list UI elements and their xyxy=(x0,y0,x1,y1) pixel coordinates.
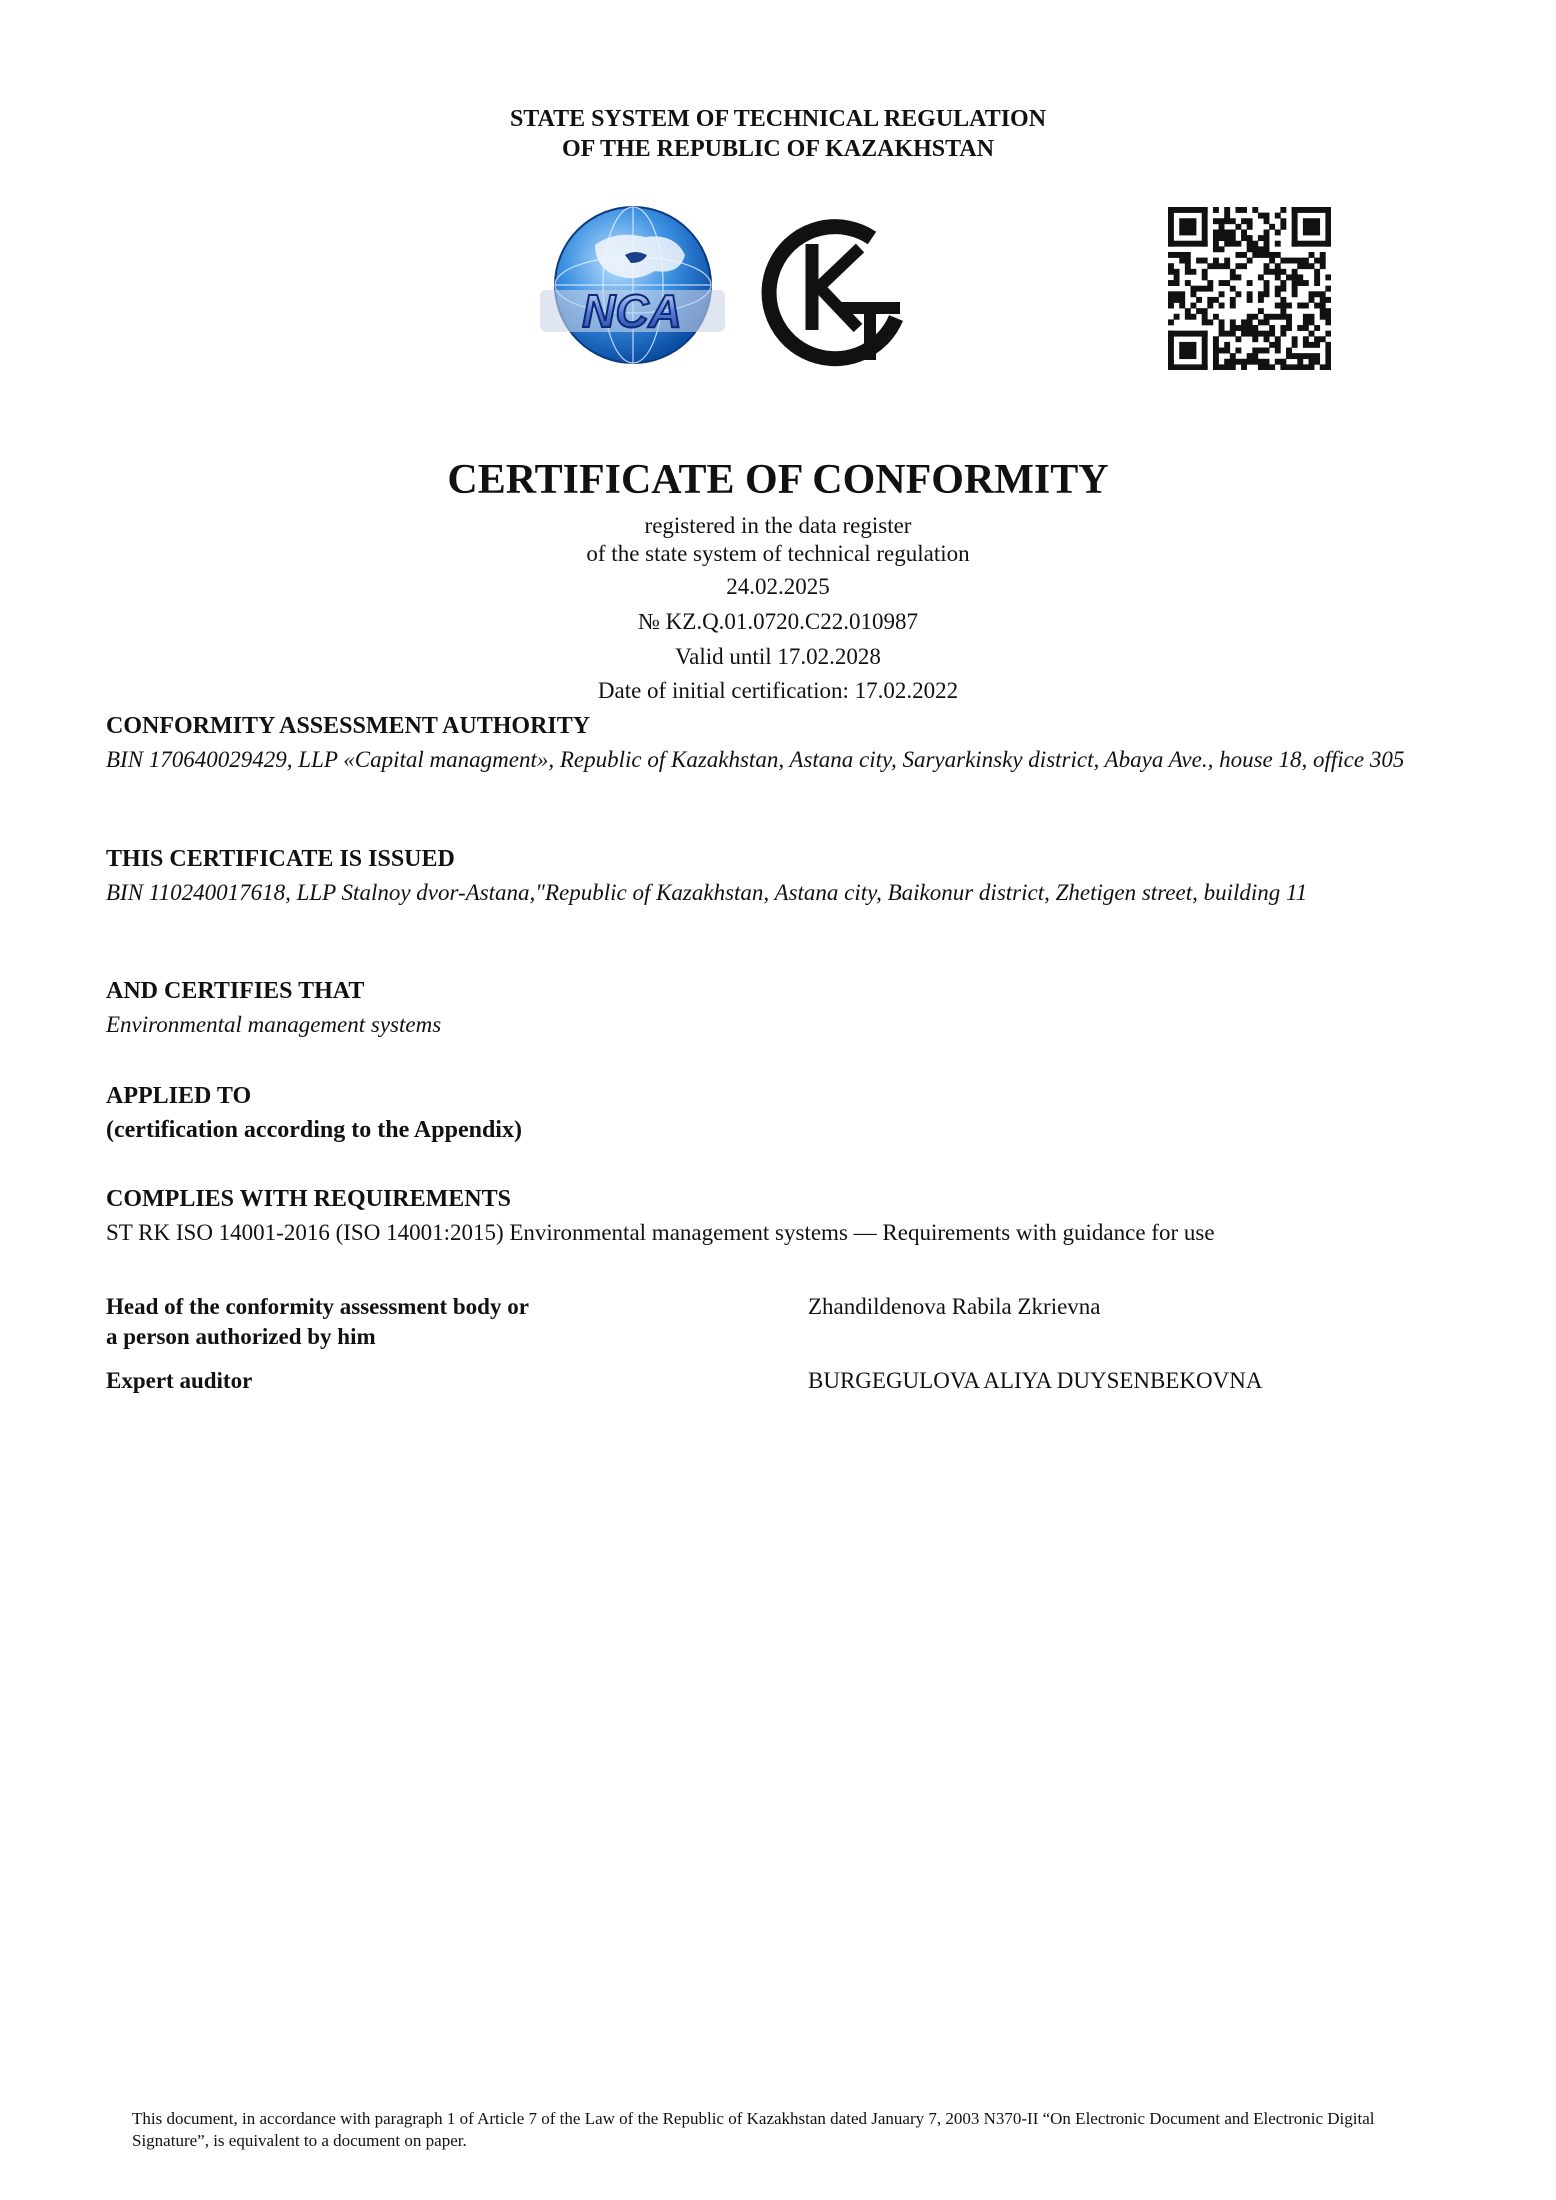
register-line-2: of the state system of technical regulation xyxy=(586,541,970,566)
auditor-name: BURGEGULOVA ALIYA DUYSENBEKOVNA xyxy=(808,1368,1263,1393)
head-name: Zhandildenova Rabila Zkrievna xyxy=(808,1294,1101,1319)
legal-footer-note: This document, in accordance with paragraph 1 of Article 7 of the Law of the Republic of Kazakhstan dated January 7, 2003 N370-II “On Electronic Document and Electronic Digital Signature”, is equivalent to a document on paper. xyxy=(132,2109,1375,2150)
issued-heading: THIS CERTIFICATE IS ISSUED xyxy=(106,846,455,872)
header-line-2: OF THE REPUBLIC OF KAZAKHSTAN xyxy=(561,136,995,162)
register-line-1: registered in the data register xyxy=(644,513,912,538)
certifies-heading: AND CERTIFIES THAT xyxy=(106,978,365,1004)
certificate-number: № KZ.Q.01.0720.C22.010987 xyxy=(637,609,919,634)
authority-heading: CONFORMITY ASSESSMENT AUTHORITY xyxy=(106,713,591,739)
applied-subheading: (certification according to the Appendix) xyxy=(106,1117,522,1143)
issued-details: BIN 110240017618, LLP Stalnoy dvor-Astana,"Republic of Kazakhstan, Astana city, Baikonur district, Zhetigen street, building 11 xyxy=(106,880,1308,905)
head-role-line-1: Head of the conformity assessment body or xyxy=(106,1294,529,1319)
head-role-line-2: a person authorized by him xyxy=(106,1324,376,1349)
certifies-details: Environmental management systems xyxy=(106,1012,442,1037)
initial-certification-date: Date of initial certification: 17.02.2022 xyxy=(597,678,959,703)
valid-until: Valid until 17.02.2028 xyxy=(675,644,881,669)
nca-logo-text: NCA xyxy=(582,285,682,337)
registration-date: 24.02.2025 xyxy=(726,574,830,599)
kz-conformity-mark-icon xyxy=(760,210,910,368)
complies-heading: COMPLIES WITH REQUIREMENTS xyxy=(106,1186,511,1212)
qr-code-icon xyxy=(1168,207,1331,370)
authority-details: BIN 170640029429, LLP «Capital managment», Republic of Kazakhstan, Astana city, Saryarkinsky district, Abaya Ave., house 18, office 305 xyxy=(106,747,1405,772)
header-line-1: STATE SYSTEM OF TECHNICAL REGULATION xyxy=(509,106,1047,132)
complies-details: ST RK ISO 14001-2016 (ISO 14001:2015) Environmental management systems — Requirements with guidance for use xyxy=(106,1220,1215,1245)
nca-globe-logo-icon xyxy=(535,205,730,370)
applied-heading: APPLIED TO xyxy=(106,1083,252,1109)
auditor-role: Expert auditor xyxy=(106,1368,253,1393)
certificate-title: CERTIFICATE OF CONFORMITY xyxy=(447,457,1109,503)
